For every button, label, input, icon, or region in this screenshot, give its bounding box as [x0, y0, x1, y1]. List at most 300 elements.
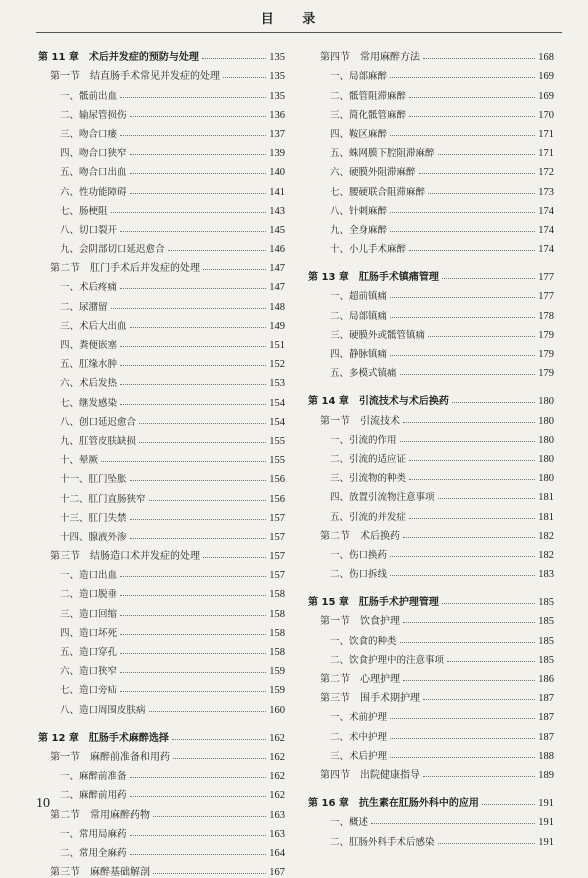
- toc-entry-page: 167: [269, 867, 285, 878]
- toc-entry-title: 第三节 麻醉基础解剖: [50, 867, 150, 878]
- toc-entry-title: 六、性功能障碍: [60, 186, 127, 198]
- toc-entry-title: 第 15 章 肛肠手术护理管理: [308, 597, 439, 609]
- toc-item-entry: [38, 178, 285, 197]
- toc-item-entry: [38, 505, 285, 524]
- toc-item-entry: [38, 763, 285, 782]
- toc-entry-page: 151: [269, 340, 285, 351]
- toc-entry-title: 七、造口旁疝: [60, 685, 118, 697]
- toc-entry-title: 二、输尿管损伤: [60, 109, 127, 121]
- dot-leader: [371, 823, 535, 824]
- toc-entry-title: 五、肛缘水肿: [60, 359, 118, 371]
- dot-leader: [130, 796, 267, 797]
- toc-item-entry: [38, 293, 285, 312]
- toc-item-entry: [38, 696, 285, 715]
- toc-entry-page: 187: [538, 712, 554, 724]
- toc-item-entry: [308, 723, 554, 742]
- toc-entry-title: 五、造口穿孔: [60, 647, 118, 658]
- toc-item-entry: [308, 465, 554, 484]
- toc-entry-page: 162: [269, 790, 285, 802]
- toc-entry-page: 163: [269, 809, 285, 821]
- toc-entry-page: 143: [269, 205, 285, 217]
- toc-entry-page: 147: [269, 263, 285, 275]
- toc-entry-page: 180: [538, 453, 554, 465]
- toc-entry-title: 一、骶前出血: [60, 90, 118, 102]
- toc-entry-page: 177: [538, 291, 554, 303]
- dot-leader: [149, 711, 267, 712]
- toc-entry-title: 八、针刺麻醉: [330, 205, 388, 217]
- toc-entry-page: 180: [538, 415, 554, 427]
- toc-entry-title: 四、放置引流物注意事项: [330, 492, 435, 504]
- toc-section-entry: [38, 859, 285, 878]
- dot-leader: [390, 718, 535, 719]
- toc-entry-title: 第三节 结肠造口术并发症的处理: [50, 551, 200, 563]
- toc-item-entry: [308, 63, 554, 82]
- toc-section-entry: [38, 744, 285, 763]
- dot-leader: [120, 135, 266, 136]
- toc-item-entry: [308, 322, 554, 341]
- dot-leader: [482, 804, 535, 805]
- toc-entry-title: 四、鞍区麻醉: [330, 128, 388, 140]
- toc-entry-title: 第一节 饮食护理: [320, 616, 400, 628]
- toc-entry-page: 164: [269, 847, 285, 859]
- toc-entry-title: 三、引流物的种类: [330, 473, 407, 485]
- toc-item-entry: [38, 389, 285, 408]
- toc-entry-page: 160: [269, 704, 285, 716]
- toc-chapter-entry: [38, 44, 285, 63]
- toc-item-entry: [308, 121, 554, 140]
- toc-item-entry: [38, 821, 285, 840]
- toc-entry-page: 148: [269, 301, 285, 313]
- toc-entry-title: 二、尿潴留: [60, 301, 108, 313]
- toc-entry-title: 十三、肛门失禁: [60, 512, 127, 524]
- dot-leader: [120, 231, 266, 232]
- dot-leader: [172, 739, 266, 740]
- toc-entry-title: 一、局部麻醉: [330, 71, 388, 83]
- toc-entry-title: 一、伤口换药: [330, 549, 388, 561]
- dot-leader: [419, 173, 536, 174]
- dot-leader: [223, 77, 266, 78]
- toc-entry-page: 159: [269, 666, 285, 678]
- toc-entry-title: 六、硬膜外阻滞麻醉: [330, 167, 416, 179]
- toc-entry-title: 一、麻醉前准备: [60, 771, 127, 783]
- dot-leader: [130, 193, 267, 194]
- dot-leader: [120, 365, 266, 366]
- toc-entry-title: 三、术后大出血: [60, 320, 127, 332]
- toc-item-entry: [38, 351, 285, 370]
- toc-entry-title: 七、腰硬联合阻滞麻醉: [330, 186, 426, 198]
- dot-leader: [442, 278, 535, 279]
- toc-item-entry: [38, 840, 285, 859]
- toc-entry-page: 158: [269, 589, 285, 601]
- toc-entry-page: 183: [538, 569, 554, 581]
- toc-entry-page: 157: [269, 551, 285, 563]
- toc-item-entry: [308, 360, 554, 379]
- dot-leader: [390, 231, 535, 232]
- toc-entry-page: 181: [538, 492, 554, 504]
- toc-column-right: [308, 44, 554, 848]
- toc-entry-title: 九、肛管皮肤缺损: [60, 435, 137, 447]
- toc-entry-title: 第二节 心理护理: [320, 674, 400, 685]
- toc-entry-title: 二、饮食护理中的注意事项: [330, 654, 445, 666]
- toc-entry-page: 162: [269, 732, 285, 744]
- toc-item-entry: [308, 446, 554, 465]
- dot-leader: [130, 854, 267, 855]
- toc-entry-page: 191: [538, 817, 554, 829]
- toc-entry-title: 八、创口延迟愈合: [60, 416, 137, 428]
- dot-leader: [130, 538, 267, 539]
- toc-entry-page: 185: [538, 654, 554, 666]
- dot-leader: [423, 699, 535, 700]
- toc-item-entry: [38, 198, 285, 217]
- toc-item-entry: [38, 332, 285, 351]
- toc-entry-title: 十四、腺液外渗: [60, 531, 127, 543]
- toc-item-entry: [308, 647, 554, 666]
- toc-item-entry: [38, 370, 285, 389]
- toc-entry-page: 170: [538, 109, 554, 121]
- dot-leader: [120, 384, 266, 385]
- toc-item-entry: [38, 140, 285, 159]
- dot-leader: [390, 135, 535, 136]
- toc-item-entry: [38, 658, 285, 677]
- toc-entry-title: 第 12 章 肛肠手术麻醉选择: [38, 732, 169, 744]
- dot-leader: [428, 336, 535, 337]
- toc-entry-title: 一、术后疼痛: [60, 282, 118, 294]
- toc-entry-page: 177: [538, 272, 554, 284]
- toc-entry-page: 185: [538, 616, 554, 628]
- toc-entry-page: 162: [269, 771, 285, 783]
- toc-entry-title: 三、硬膜外或骶管镇痛: [330, 329, 426, 341]
- toc-entry-page: 189: [538, 769, 554, 781]
- toc-entry-title: 十一、肛门坠胀: [60, 474, 127, 486]
- dot-leader: [390, 738, 535, 739]
- toc-entry-title: 四、粪便嵌塞: [60, 340, 118, 351]
- dot-leader: [203, 269, 266, 270]
- dot-leader: [130, 777, 267, 778]
- dot-leader: [120, 346, 266, 347]
- toc-entry-page: 187: [538, 731, 554, 743]
- toc-item-entry: [38, 581, 285, 600]
- toc-entry-title: 二、引流的适应证: [330, 453, 407, 465]
- dot-leader: [111, 308, 267, 309]
- toc-entry-page: 139: [269, 148, 285, 160]
- toc-entry-title: 第一节 麻醉前准备和用药: [50, 751, 170, 763]
- toc-entry-page: 147: [269, 282, 285, 294]
- toc-item-entry: [38, 639, 285, 658]
- toc-item-entry: [308, 561, 554, 580]
- dot-leader: [428, 193, 535, 194]
- toc-item-entry: [38, 677, 285, 696]
- toc-entry-title: 第二节 肛门手术后并发症的处理: [50, 263, 200, 275]
- toc-entry-title: 第二节 术后换药: [320, 530, 400, 542]
- toc-item-entry: [308, 427, 554, 446]
- dot-leader: [423, 58, 535, 59]
- dot-leader: [403, 622, 535, 623]
- toc-entry-page: 154: [269, 416, 285, 428]
- dot-leader: [447, 661, 535, 662]
- toc-entry-page: 191: [538, 798, 554, 810]
- toc-section-entry: [308, 608, 554, 627]
- toc-item-entry: [38, 102, 285, 121]
- toc-entry-page: 154: [269, 397, 285, 409]
- toc-item-entry: [308, 217, 554, 236]
- toc-entry-page: 158: [269, 608, 285, 620]
- dot-leader: [120, 576, 266, 577]
- toc-item-entry: [38, 600, 285, 619]
- toc-entry-page: 186: [538, 674, 554, 685]
- dot-leader: [438, 843, 536, 844]
- toc-item-entry: [38, 485, 285, 504]
- toc-section-entry: [38, 63, 285, 82]
- toc-entry-title: 二、伤口拆线: [330, 569, 388, 581]
- toc-entry-page: 180: [538, 396, 554, 408]
- toc-entry-title: 二、造口脱垂: [60, 589, 118, 601]
- toc-entry-page: 146: [269, 244, 285, 256]
- dot-leader: [452, 402, 535, 403]
- toc-item-entry: [308, 828, 554, 847]
- toc-entry-page: 185: [538, 597, 554, 609]
- dot-leader: [409, 250, 535, 251]
- toc-entry-title: 六、术后发热: [60, 378, 118, 390]
- dot-leader: [409, 97, 535, 98]
- toc-entry-page: 155: [269, 455, 285, 467]
- toc-entry-title: 第 14 章 引流技术与术后换药: [308, 396, 449, 408]
- dot-leader: [409, 460, 535, 461]
- dot-leader: [130, 519, 267, 520]
- dot-leader: [400, 441, 536, 442]
- toc-chapter-entry: [38, 725, 285, 744]
- dot-leader: [409, 479, 535, 480]
- dot-leader: [120, 615, 266, 616]
- toc-entry-page: 182: [538, 549, 554, 561]
- toc-chapter-entry: [308, 589, 554, 608]
- toc-section-entry: [308, 523, 554, 542]
- dot-leader: [120, 404, 266, 405]
- dot-leader: [390, 77, 535, 78]
- dot-leader: [101, 461, 266, 462]
- dot-leader: [173, 758, 266, 759]
- dot-leader: [438, 498, 536, 499]
- toc-entry-title: 第 13 章 肛肠手术镇痛管理: [308, 272, 439, 284]
- toc-section-entry: [308, 44, 554, 63]
- toc-item-entry: [308, 178, 554, 197]
- dot-leader: [390, 317, 535, 318]
- toc-entry-page: 171: [538, 148, 554, 160]
- toc-chapter-entry: [308, 264, 554, 283]
- dot-leader: [120, 595, 266, 596]
- toc-section-entry: [308, 762, 554, 781]
- dot-leader: [403, 422, 535, 423]
- toc-section-entry: [38, 801, 285, 820]
- toc-entry-title: 二、麻醉前用药: [60, 790, 127, 802]
- toc-item-entry: [308, 627, 554, 646]
- dot-leader: [111, 212, 267, 213]
- toc-entry-page: 187: [538, 693, 554, 705]
- page-number: 10: [36, 796, 50, 811]
- toc-entry-page: 169: [538, 90, 554, 102]
- toc-entry-page: 172: [538, 167, 554, 179]
- dot-leader: [139, 442, 266, 443]
- dot-leader: [442, 603, 535, 604]
- toc-entry-page: 174: [538, 205, 554, 217]
- toc-item-entry: [308, 704, 554, 723]
- toc-entry-page: 171: [538, 128, 554, 140]
- toc-item-entry: [308, 283, 554, 302]
- toc-entry-title: 八、切口裂开: [60, 224, 118, 236]
- toc-entry-page: 169: [538, 71, 554, 83]
- toc-entry-page: 141: [269, 186, 285, 198]
- toc-entry-page: 157: [269, 531, 285, 543]
- toc-section-entry: [38, 543, 285, 562]
- toc-entry-title: 二、局部镇痛: [330, 310, 388, 322]
- toc-entry-page: 156: [269, 493, 285, 505]
- toc-entry-title: 第三节 围手术期护理: [320, 693, 420, 705]
- toc-entry-page: 179: [538, 329, 554, 341]
- toc-section-entry: [308, 685, 554, 704]
- toc-entry-title: 第一节 结直肠手术常见并发症的处理: [50, 71, 220, 83]
- toc-section-entry: [308, 407, 554, 426]
- toc-entry-page: 140: [269, 167, 285, 179]
- toc-entry-page: 173: [538, 186, 554, 198]
- toc-chapter-entry: [308, 790, 554, 809]
- toc-entry-page: 149: [269, 320, 285, 332]
- header-rule: [36, 32, 562, 33]
- toc-entry-page: 180: [538, 434, 554, 446]
- dot-leader: [149, 500, 267, 501]
- toc-item-entry: [308, 341, 554, 360]
- toc-item-entry: [308, 302, 554, 321]
- dot-leader: [390, 297, 535, 298]
- toc-entry-title: 第一节 引流技术: [320, 415, 400, 427]
- toc-entry-page: 145: [269, 224, 285, 236]
- toc-section-entry: [38, 255, 285, 274]
- toc-entry-page: 159: [269, 685, 285, 697]
- toc-entry-title: 五、引流的并发症: [330, 511, 407, 523]
- toc-item-entry: [308, 82, 554, 101]
- toc-entry-title: 二、术中护理: [330, 731, 388, 743]
- toc-item-entry: [308, 102, 554, 121]
- dot-leader: [130, 480, 267, 481]
- toc-item-entry: [308, 198, 554, 217]
- dot-leader: [120, 97, 266, 98]
- toc-item-entry: [38, 466, 285, 485]
- toc-item-entry: [308, 743, 554, 762]
- toc-item-entry: [38, 409, 285, 428]
- dot-leader: [120, 691, 266, 692]
- toc-item-entry: [38, 562, 285, 581]
- toc-entry-page: 179: [538, 349, 554, 360]
- toc-entry-title: 二、肛肠外科手术后感染: [330, 836, 435, 848]
- toc-entry-page: 135: [269, 90, 285, 102]
- toc-entry-title: 二、骶管阻滞麻醉: [330, 90, 407, 102]
- toc-item-entry: [308, 140, 554, 159]
- toc-entry-title: 一、术前护理: [330, 712, 388, 724]
- toc-entry-title: 一、概述: [330, 817, 369, 829]
- dot-leader: [390, 355, 535, 356]
- toc-entry-title: 四、静脉镇痛: [330, 349, 388, 360]
- toc-entry-title: 二、常用全麻药: [60, 847, 127, 859]
- dot-leader: [130, 173, 267, 174]
- dot-leader: [120, 653, 266, 654]
- toc-item-entry: [308, 503, 554, 522]
- toc-entry-title: 五、蛛网膜下腔阻滞麻醉: [330, 148, 435, 160]
- toc-item-entry: [38, 274, 285, 293]
- toc-entry-page: 156: [269, 474, 285, 486]
- dot-leader: [409, 116, 535, 117]
- dot-leader: [120, 634, 266, 635]
- dot-leader: [403, 537, 535, 538]
- toc-entry-title: 三、吻合口瘘: [60, 128, 118, 140]
- toc-entry-title: 十、小儿手术麻醉: [330, 244, 407, 256]
- dot-leader: [400, 642, 536, 643]
- dot-leader: [409, 518, 535, 519]
- toc-item-entry: [38, 524, 285, 543]
- toc-item-entry: [38, 82, 285, 101]
- toc-entry-page: 179: [538, 368, 554, 380]
- dot-leader: [130, 327, 267, 328]
- toc-entry-title: 九、全身麻醉: [330, 224, 388, 236]
- toc-entry-page: 185: [538, 635, 554, 647]
- toc-section-entry: [308, 666, 554, 685]
- toc-entry-title: 六、造口狭窄: [60, 666, 118, 678]
- toc-entry-page: 135: [269, 71, 285, 83]
- toc-entry-page: 152: [269, 359, 285, 371]
- toc-entry-page: 181: [538, 511, 554, 523]
- dot-leader: [153, 873, 266, 874]
- dot-leader: [120, 672, 266, 673]
- toc-entry-title: 第 16 章 抗生素在肛肠外科中的应用: [308, 798, 479, 810]
- toc-entry-page: 163: [269, 828, 285, 840]
- toc-item-entry: [38, 159, 285, 178]
- dot-leader: [390, 212, 535, 213]
- toc-entry-page: 135: [269, 52, 285, 64]
- toc-entry-title: 一、造口出血: [60, 570, 118, 582]
- toc-entry-title: 五、多模式镇痛: [330, 368, 397, 380]
- toc-entry-page: 157: [269, 570, 285, 582]
- toc-item-entry: [38, 121, 285, 140]
- toc-entry-page: 157: [269, 512, 285, 524]
- toc-item-entry: [38, 236, 285, 255]
- dot-leader: [120, 288, 266, 289]
- toc-entry-page: 158: [269, 627, 285, 639]
- toc-entry-title: 第二节 常用麻醉药物: [50, 809, 150, 821]
- toc-entry-page: 137: [269, 128, 285, 140]
- toc-item-entry: [308, 484, 554, 503]
- toc-entry-page: 168: [538, 52, 554, 64]
- toc-item-entry: [308, 159, 554, 178]
- dot-leader: [168, 250, 267, 251]
- dot-leader: [130, 116, 267, 117]
- toc-item-entry: [308, 809, 554, 828]
- toc-item-entry: [308, 542, 554, 561]
- toc-entry-page: 158: [269, 647, 285, 658]
- toc-entry-title: 第四节 常用麻醉方法: [320, 52, 420, 64]
- toc-entry-page: 153: [269, 378, 285, 390]
- dot-leader: [203, 557, 266, 558]
- toc-entry-title: 九、会阴部切口延迟愈合: [60, 244, 165, 256]
- toc-entry-title: 八、造口周围皮肤病: [60, 704, 146, 716]
- toc-entry-title: 三、造口回缩: [60, 608, 118, 620]
- toc-item-entry: [38, 217, 285, 236]
- toc-entry-page: 182: [538, 530, 554, 542]
- dot-leader: [400, 374, 536, 375]
- toc-entry-page: 191: [538, 836, 554, 848]
- dot-leader: [130, 835, 267, 836]
- toc-entry-title: 第 11 章 术后并发症的预防与处理: [38, 52, 199, 64]
- toc-item-entry: [308, 236, 554, 255]
- toc-entry-title: 四、吻合口狭窄: [60, 148, 127, 160]
- dot-leader: [403, 680, 535, 681]
- toc-entry-page: 174: [538, 224, 554, 236]
